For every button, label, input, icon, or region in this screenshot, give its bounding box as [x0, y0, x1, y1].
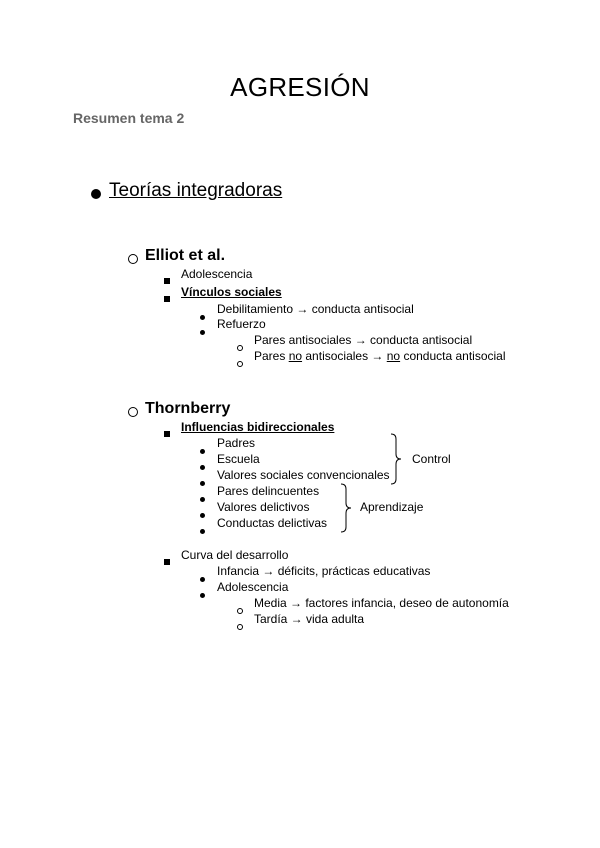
aprendizaje-label: Aprendizaje: [360, 500, 424, 514]
thornberry-influencias: Influencias bidireccionales: [181, 420, 335, 434]
elliot-refuerzo: Refuerzo: [217, 317, 266, 331]
square-bullet: [164, 271, 170, 289]
square-bullet: [164, 289, 170, 307]
list-item: Pares delincuentes: [217, 484, 320, 498]
disc-bullet: [200, 585, 205, 603]
disc-bullet: [200, 322, 205, 340]
thornberry-curva: Curva del desarrollo: [181, 548, 289, 562]
disc-bullet: [200, 521, 205, 539]
elliot-adolescencia: Adolescencia: [181, 267, 253, 281]
circle-bullet: [237, 354, 243, 372]
thornberry-heading: Thornberry: [145, 400, 231, 417]
page-title: AGRESIÓN: [230, 72, 370, 102]
elliot-vinculos: Vínculos sociales: [181, 285, 282, 299]
thornberry-bullet: [128, 404, 138, 422]
elliot-bullet: [128, 251, 138, 269]
elliot-debilitamiento: Debilitamiento → conducta antisocial: [217, 302, 414, 316]
section-bullet: [91, 186, 101, 204]
list-item: Valores sociales convencionales: [217, 468, 390, 482]
page-subtitle: Resumen tema 2: [73, 110, 185, 126]
thornberry-tardia: Tardía → vida adulta: [254, 612, 365, 626]
elliot-pares-no-antisociales: Pares no antisociales → no conducta antisocial: [254, 349, 506, 363]
elliot-pares-antisociales: Pares antisociales → conducta antisocial: [254, 333, 473, 347]
elliot-heading: Elliot et al.: [145, 247, 226, 264]
control-label: Control: [412, 452, 451, 466]
square-bullet: [164, 424, 170, 442]
list-item: Padres: [217, 436, 256, 450]
list-item: Valores delictivos: [217, 500, 310, 514]
list-item: Conductas delictivas: [217, 516, 328, 530]
control-brace: [390, 433, 404, 485]
thornberry-media: Media → factores infancia, deseo de autonomía: [254, 596, 509, 610]
thornberry-infancia: Infancia → déficits, prácticas educativas: [217, 564, 431, 578]
list-item: Escuela: [217, 452, 260, 466]
thornberry-adolescencia: Adolescencia: [217, 580, 289, 594]
section-heading: Teorías integradoras: [109, 180, 283, 201]
square-bullet: [164, 552, 170, 570]
circle-bullet: [237, 617, 243, 635]
aprendizaje-brace: [340, 483, 354, 533]
